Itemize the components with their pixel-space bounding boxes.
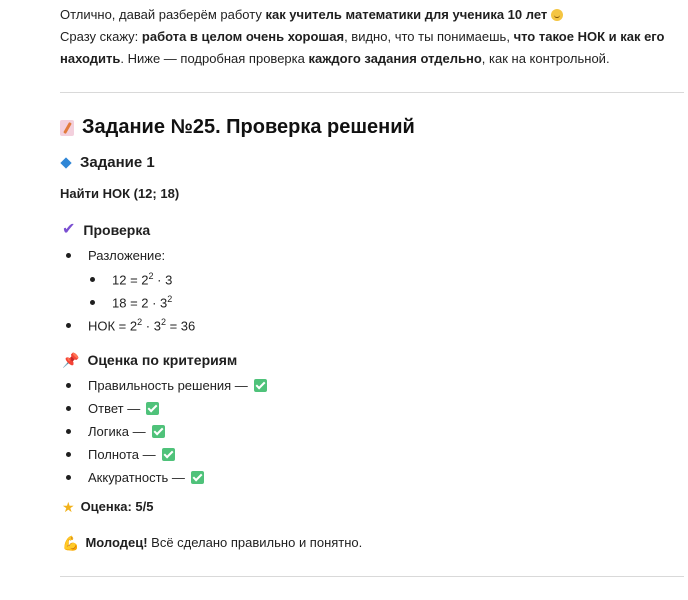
praise-text xyxy=(85,535,362,550)
blue-diamond-icon xyxy=(60,157,71,168)
praise-line xyxy=(62,535,362,550)
exponent: 2 xyxy=(160,317,166,327)
math-text: · 3 xyxy=(153,272,173,288)
bullet xyxy=(66,323,71,328)
criteria-item xyxy=(66,447,175,462)
green-check-box-icon xyxy=(146,402,159,415)
check-mark-icon: ✔ xyxy=(62,221,76,238)
criteria-item xyxy=(66,401,159,416)
math-text: 12 = 2 xyxy=(112,272,149,288)
math-text: НОК = 2 xyxy=(88,318,138,334)
math-text: 18 = 2 · 3 xyxy=(112,295,168,311)
intro-text-part: Сразу скажу: xyxy=(60,29,142,44)
intro-line-2 xyxy=(60,26,670,70)
pushpin-icon: 📌 xyxy=(62,352,80,368)
lcm-result xyxy=(88,317,195,333)
bullet xyxy=(66,253,71,258)
list-item xyxy=(90,294,172,310)
section-heading-text: Задание №25. Проверка решений xyxy=(82,116,415,138)
task-statement: Найти НОК (12; 18) xyxy=(60,186,180,201)
exponent: 2 xyxy=(167,294,173,304)
intro-bold-part: как учитель математики для ученика 10 лет xyxy=(265,7,548,22)
bullet xyxy=(90,277,95,282)
criteria-label: Аккуратность — xyxy=(88,470,185,485)
criteria-label: Полнота — xyxy=(88,447,156,462)
section-heading xyxy=(60,116,415,139)
intro-line-1 xyxy=(60,4,670,26)
pencil-paper-icon xyxy=(60,120,74,136)
bullet xyxy=(66,475,71,480)
divider xyxy=(60,92,684,93)
intro-text-part: . Ниже — подробная проверка xyxy=(120,51,309,66)
exponent: 2 xyxy=(137,317,143,327)
smile-icon xyxy=(551,9,563,21)
list-item xyxy=(66,317,195,333)
task-heading-text: Задание 1 xyxy=(80,154,155,171)
factorization-12 xyxy=(112,271,172,287)
intro-text xyxy=(60,4,670,70)
bullet xyxy=(66,452,71,457)
star-icon: ★ xyxy=(62,498,75,515)
bullet xyxy=(66,406,71,411)
praise-rest: Всё сделано правильно и понятно. xyxy=(147,535,363,550)
intro-text-part: , видно, что ты понимаешь, xyxy=(344,29,514,44)
decomposition-label: Разложение: xyxy=(88,248,166,263)
intro-bold-part: каждого задания отдельно xyxy=(308,51,482,66)
criteria-label: Правильность решения — xyxy=(88,378,248,393)
intro-text-part: Отлично, давай разберём работу xyxy=(60,7,266,22)
criteria-item xyxy=(66,424,165,439)
bullet xyxy=(66,383,71,388)
praise-bold: Молодец! xyxy=(85,535,148,550)
criteria-heading xyxy=(62,352,237,368)
criteria-item xyxy=(66,378,267,393)
score-line xyxy=(62,499,154,514)
criteria-label: Логика — xyxy=(88,424,146,439)
criteria-item xyxy=(66,470,204,485)
green-check-box-icon xyxy=(254,379,267,392)
criteria-heading-text: Оценка по критериям xyxy=(87,352,238,368)
exponent: 2 xyxy=(148,271,154,281)
divider xyxy=(60,576,684,577)
check-heading xyxy=(62,222,150,238)
list-item xyxy=(90,271,172,287)
bullet xyxy=(66,429,71,434)
score-text: Оценка: 5/5 xyxy=(80,499,154,514)
intro-bold-part: что такое НОК и как его находить xyxy=(60,29,665,66)
list-item xyxy=(66,248,165,263)
factorization-18 xyxy=(112,294,172,310)
intro-text-part: , как на контрольной. xyxy=(481,51,610,66)
math-text: · 3 xyxy=(142,318,161,334)
check-heading-text: Проверка xyxy=(83,222,151,238)
intro-bold-part: работа в целом очень хорошая xyxy=(141,29,345,44)
green-check-box-icon xyxy=(152,425,165,438)
green-check-box-icon xyxy=(191,471,204,484)
task-heading xyxy=(62,154,155,171)
bullet xyxy=(90,300,95,305)
math-text: = 36 xyxy=(165,318,196,334)
green-check-box-icon xyxy=(162,448,175,461)
criteria-label: Ответ — xyxy=(88,401,141,416)
flexed-biceps-icon: 💪 xyxy=(62,534,80,551)
